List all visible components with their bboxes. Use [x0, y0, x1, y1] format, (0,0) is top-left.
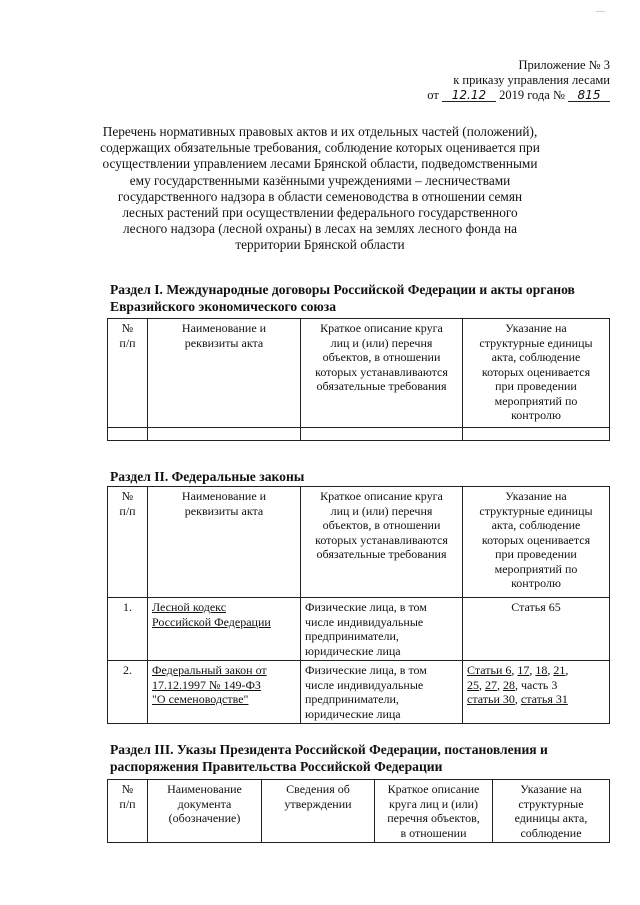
subjects-text: Физические лица, в том	[305, 600, 427, 614]
header-text: №	[121, 321, 134, 335]
header-text: Наименование и	[181, 489, 267, 503]
separator: , часть 3	[515, 677, 558, 692]
header-cell-subjects	[301, 319, 463, 428]
appendix-date-line	[390, 88, 610, 103]
header-text: Краткое описание круга	[320, 489, 443, 503]
article-link[interactable]: 28	[503, 677, 515, 692]
header-text: Сведения об	[286, 782, 350, 796]
section-1-title-line: Евразийского экономического союза	[110, 299, 337, 314]
table-row-empty	[108, 428, 610, 441]
header-cell-approval	[262, 780, 375, 843]
header-cell-act	[148, 487, 301, 598]
header-text: которых устанавливаются	[315, 532, 448, 547]
article-link[interactable]: 21	[553, 663, 566, 677]
year-text: 2019 года №	[499, 88, 565, 102]
header-text: реквизиты акта	[184, 335, 264, 350]
table-header-row	[108, 319, 610, 428]
document-title-line: ему государственными казёнными учреждениями – лесничествами	[129, 172, 511, 188]
section-3-title	[110, 741, 610, 775]
article-link[interactable]: 25	[467, 677, 479, 692]
section-3-table	[107, 779, 610, 843]
header-text: мероприятий по	[494, 393, 578, 408]
header-text: п/п	[119, 503, 136, 518]
table-row	[108, 598, 610, 661]
header-text: лиц и (или) перечня	[330, 335, 433, 350]
header-text: контролю	[511, 408, 561, 422]
units-cell	[463, 661, 610, 724]
section-3-title-line: Раздел III. Указы Президента Российской Федерации, постановления и	[110, 742, 548, 757]
appendix-header	[390, 58, 610, 103]
header-cell-number	[108, 780, 148, 843]
header-text: Краткое описание	[387, 782, 480, 796]
header-cell-number	[108, 487, 148, 598]
header-text: п/п	[119, 796, 136, 811]
header-text: объектов, в отношении	[322, 518, 441, 532]
subjects-text: юридические лица	[305, 706, 401, 721]
subjects-text: предприниматели,	[305, 629, 399, 643]
document-title	[100, 124, 540, 254]
header-text: Указание на	[505, 489, 567, 503]
section-2-title: Раздел II. Федеральные законы	[110, 469, 305, 484]
header-text: Краткое описание круга	[320, 321, 443, 335]
table-header-row	[108, 487, 610, 598]
row-number: 2.	[108, 661, 148, 724]
article-link[interactable]: 18	[535, 663, 548, 677]
header-text: утверждении	[284, 796, 352, 811]
header-text: которых оценивается	[481, 364, 591, 379]
page-mark: —	[596, 6, 605, 16]
header-cell-units	[463, 487, 610, 598]
header-text: акта, соблюдение	[491, 350, 581, 364]
separator: ,	[514, 692, 518, 706]
document-title-line: лесных растений при осуществлении федерального государственного	[122, 205, 518, 221]
section-1-table	[107, 318, 610, 441]
header-text: Указание на	[505, 321, 567, 335]
header-text: структурные единицы	[479, 503, 593, 518]
article-link[interactable]: статьи 30	[467, 692, 515, 706]
act-link-forest-code[interactable]	[152, 600, 271, 629]
header-cell-units	[463, 319, 610, 428]
header-text: которых устанавливаются	[315, 364, 448, 379]
document-title-line: лесного надзора (лесной охраны) в лесах на землях лесного фонда на	[122, 221, 518, 237]
header-text: №	[121, 489, 134, 503]
handwritten-date: 12.12	[442, 89, 496, 102]
header-text: при проведении	[495, 547, 577, 561]
header-text: реквизиты акта	[184, 503, 264, 518]
header-text: которых оценивается	[481, 532, 591, 547]
empty-cell	[148, 428, 301, 441]
header-text: единицы акта,	[514, 811, 588, 825]
header-text: Указание на	[520, 782, 582, 796]
header-text: мероприятий по	[494, 561, 578, 576]
subjects-text: числе индивидуальные	[305, 614, 424, 629]
act-text[interactable]: Российской Федерации	[152, 614, 271, 629]
empty-cell	[108, 428, 148, 441]
empty-cell	[301, 428, 463, 441]
header-text: круга лиц и (или)	[389, 796, 478, 811]
header-text: обязательные требования	[316, 547, 447, 561]
act-text[interactable]: 17.12.1997 № 149-ФЗ	[152, 677, 261, 692]
header-text: обязательные требования	[316, 379, 447, 393]
header-cell-document	[148, 780, 262, 843]
article-link[interactable]: 17	[517, 663, 530, 677]
document-title-line: Перечень нормативных правовых актов и их отдельных частей (положений),	[102, 124, 538, 139]
row-number: 1.	[108, 598, 148, 661]
header-cell-subjects	[301, 487, 463, 598]
header-text: структурные	[518, 796, 584, 811]
subjects-text: юридические лица	[305, 643, 401, 658]
section-1-title	[110, 281, 610, 315]
section-3-title-line: распоряжения Правительства Российской Федерации	[110, 759, 443, 774]
header-text: соблюдение	[520, 825, 582, 840]
act-text[interactable]: Лесной кодекс	[152, 600, 227, 614]
header-cell-subjects	[375, 780, 493, 843]
article-link[interactable]: 27	[485, 677, 497, 692]
header-text: структурные единицы	[479, 335, 593, 350]
document-title-line: территории Брянской области	[235, 237, 405, 253]
separator: ,	[511, 663, 515, 677]
header-cell-act	[148, 319, 301, 428]
separator: ,	[529, 663, 533, 677]
subjects-cell	[301, 661, 463, 724]
document-title-line: государственного надзора в области семеноводства в отношении семян	[117, 188, 523, 204]
subjects-cell	[301, 598, 463, 661]
header-text: в отношении	[400, 825, 467, 840]
header-text: (обозначение)	[168, 811, 241, 825]
header-text: контролю	[511, 576, 561, 590]
empty-cell	[463, 428, 610, 441]
handwritten-number: 815	[568, 89, 610, 102]
header-text: №	[121, 782, 134, 796]
subjects-text: Физические лица, в том	[305, 663, 427, 677]
act-text[interactable]: "О семеноводстве"	[152, 692, 249, 706]
subjects-text: предприниматели,	[305, 692, 399, 706]
act-text[interactable]: Федеральный закон от	[152, 663, 267, 677]
header-text: при проведении	[495, 379, 577, 393]
header-text: документа	[177, 796, 232, 811]
from-label: от	[427, 88, 439, 102]
table-row	[108, 661, 610, 724]
document-title-line: содержащих обязательные требования, соблюдение которых оценивается при	[100, 140, 540, 156]
separator: ,	[497, 677, 500, 692]
header-cell-units	[493, 780, 610, 843]
act-cell	[148, 661, 301, 724]
article-link[interactable]: статья 31	[520, 692, 568, 706]
article-link[interactable]: Статьи 6	[467, 663, 512, 677]
act-link-seed-law[interactable]	[152, 663, 267, 706]
document-title-line: осуществлении управлением лесами Брянской области, подведомственными	[102, 156, 538, 172]
header-text: перечня объектов,	[387, 811, 480, 825]
header-cell-number	[108, 319, 148, 428]
header-text: объектов, в отношении	[322, 350, 441, 364]
units-cell: Статья 65	[463, 598, 610, 661]
section-2-table	[107, 486, 610, 724]
separator: ,	[547, 663, 551, 677]
act-cell	[148, 598, 301, 661]
header-text: лиц и (или) перечня	[330, 503, 433, 518]
separator: ,	[565, 663, 569, 677]
subjects-text: числе индивидуальные	[305, 677, 424, 692]
table-header-row	[108, 780, 610, 843]
header-text: п/п	[119, 335, 136, 350]
header-text: акта, соблюдение	[491, 518, 581, 532]
appendix-order-ref: к приказу управления лесами	[453, 73, 610, 87]
separator: ,	[479, 677, 482, 692]
header-text: Наименование и	[181, 321, 267, 335]
appendix-title: Приложение № 3	[518, 58, 610, 72]
section-1-title-line: Раздел I. Международные договоры Российской Федерации и акты органов	[110, 282, 575, 297]
header-text: Наименование	[167, 782, 242, 796]
